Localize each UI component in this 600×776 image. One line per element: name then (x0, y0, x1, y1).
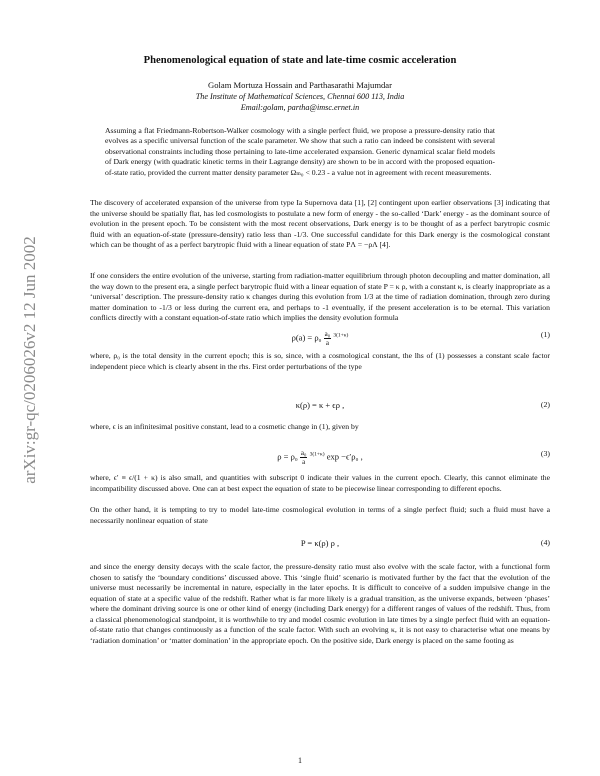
eq1-numerator: a₀ (324, 330, 331, 338)
eq4-body: P = κ(ρ) ρ , (300, 538, 340, 548)
paragraph-1: The discovery of accelerated expansion of the universe from type Ia Supernova data [1], [2] contingent upon earlier observations [3] indicating that the universe should be spatially flat, has led cosmologists to postulate a new form of energy - the so-called ‘Dark’ energy - as the dominant source of evolution in the present epoch. To be consistent with the most recent observations, Dark energy is to be thought of as a perfect barytropic cosmic fluid with an equation-of-state (pressure-density) ratio less than -1/3. One successful candidate for this Dark energy is the cosmological constant which can be thought of as a perfect barytropic fluid with a linear equation of state PΛ = −ρΛ [4]. (90, 198, 550, 249)
email: Email:golam, partha@imsc.ernet.in (240, 103, 360, 112)
eq1-fraction (324, 330, 332, 347)
eq3-lhs: ρ = ρ₀ (277, 451, 298, 462)
eq3-exponent: 3(1+κ) (309, 451, 325, 458)
eq1-exponent: 3(1+κ) (333, 332, 349, 339)
paragraph-5: where, ϵ′ ≡ ϵ/(1 + κ) is also small, and quantities with subscript 0 indicate their values in the current epoch. Clearly, this cannot eliminate the incompatibility discussed above. One can at best expect the equation of state to be piecewise linear corresponding to different epochs. (90, 473, 550, 493)
equation-4 (90, 538, 550, 552)
eq3-denominator: a (302, 458, 306, 466)
equation-1 (90, 330, 550, 347)
paper-title: Phenomenological equation of state and late-time cosmic acceleration (143, 55, 457, 66)
authors: Golam Mortuza Hossain and Parthasarathi Majumdar (207, 80, 392, 90)
equation-2 (90, 400, 550, 414)
paragraph-4: where, ϵ is an infinitesimal positive constant, lead to a cosmetic change in (1), given by (90, 422, 359, 431)
paragraph-3: where, ρ₀ is the total density in the current epoch; this is so, since, with a cosmological constant, the lhs of (1) possesses a constant scale factor independent piece which is clearly absent in the rhs. First order perturbations of the type (90, 351, 550, 371)
eq3-numerator: a₀ (300, 449, 307, 457)
affiliation: The Institute of Mathematical Sciences, Chennai 600 113, India (195, 92, 405, 101)
eq1-number: (1) (540, 330, 550, 339)
eq2-body: κ(ρ) = κ + ϵρ , (295, 400, 345, 410)
paragraph-2: If one considers the entire evolution of the universe, starting from radiation-matter equilibrium through photon decoupling and matter domination, all the way down to the present era, a single perfect barytropic fluid with a linear equation of state P = κ ρ, with a constant κ, is clearly inappropriate as a ‘universal’ description. The pressure-density ratio κ changes during this evolution from 1/3 at the time of radiation domination, through zero during matter domination to -1/3 or less during the current era, and perhaps to -1 eventually, if the present acceleration is to be eternal. This variation conflicts directly with a constant equation-of-state ratio which implies the density evolution formula (90, 271, 550, 322)
eq3-fraction (300, 449, 308, 466)
eq3-tail: exp −ϵ′ρ₀ , (326, 451, 363, 462)
arxiv-id: arXiv:gr-qc/0206026v2 12 Jun 2002 (20, 236, 39, 484)
eq3-number: (3) (540, 449, 550, 458)
equation-3 (90, 449, 550, 466)
eq1-denominator: a (325, 339, 329, 347)
paragraph-6: On the other hand, it is tempting to try to model late-time cosmological evolution in terms of a single perfect fluid; such a fluid must have a necessarily nonlinear equation of state (90, 505, 550, 525)
eq4-number: (4) (540, 538, 550, 547)
page-number: 1 (298, 756, 302, 765)
arxiv-stamp (17, 168, 43, 552)
paragraph-7: and since the energy density decays with the scale factor, the pressure-density ratio must also evolve with the scale factor, with a functional form chosen to satisfy the ‘boundary conditions’ discussed above. This ‘single fluid’ scenario is motivated further by the fact that the evolution of the universe must necessarily be incremental in nature, especially in the later epochs. It is difficult to conceive of a sudden impulsive change in the equation of state at a specific value of the redshift. Rather what is far more likely is a gradual transition, as the universe expands, between ‘phases’ where the dominant driving source is one or other kind of energy (including Dark energy) for a different ranges of values of the redshift. Thus, from a classical phenomenological standpoint, it is worthwhile to try and model cosmic evolution in late times by a single perfect fluid with an equation-of-state ratio that changes continuously as a function of the scale factor. With such an evolving κ, it is not easy to characterise what one means by ‘radiation domination’ or ‘matter domination’ in the appropriate epoch. On the positive side, Dark energy is placed on the same footing as (90, 562, 550, 645)
abstract: Assuming a flat Friedmann-Robertson-Walker cosmology with a single perfect fluid, we propose a pressure-density ratio that evolves as a specific universal function of the scale parameter. We show that such a ratio can indeed be consistent with several observational constraints including those pertaining to late-time accelerated expansion. Generic dynamical scalar field models of Dark energy (with quadratic kinetic terms in their Lagrange density) are shown to be in accord with the proposed equation-of-state ratio, provided the current matter density parameter Ωₘ₀ < 0.23 - a value not in agreement with recent measurements. (105, 126, 495, 177)
eq1-lhs: ρ(a) = ρ₀ (291, 332, 322, 343)
eq2-number: (2) (540, 400, 550, 409)
